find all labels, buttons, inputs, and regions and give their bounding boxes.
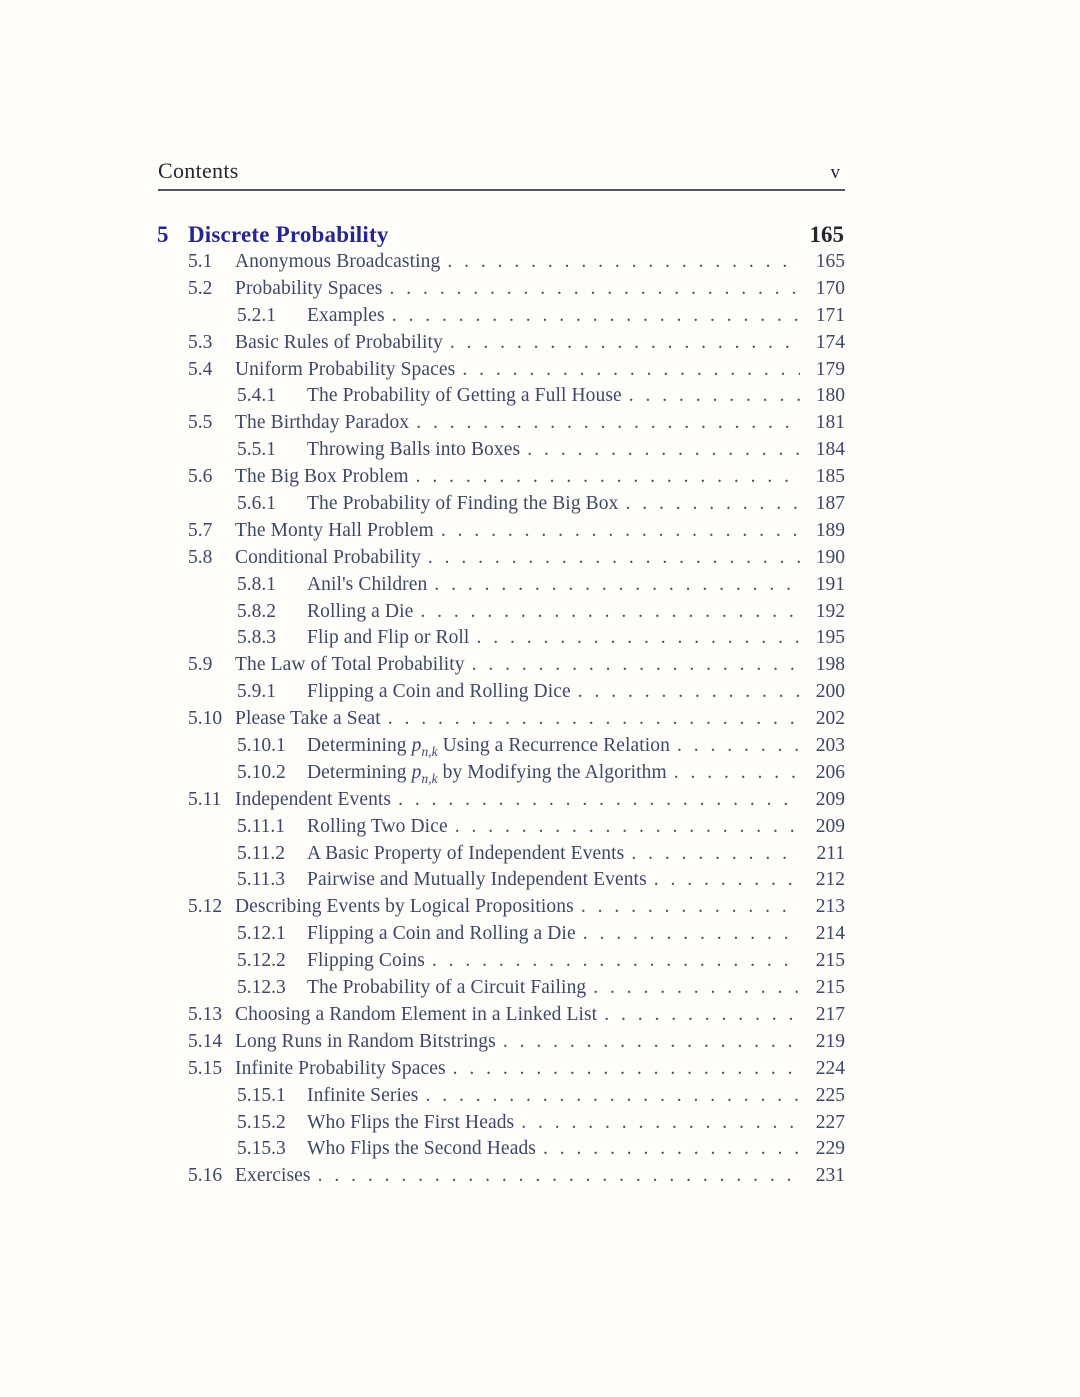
toc-entry-page-number: 165 bbox=[815, 251, 845, 272]
header-page-number: v bbox=[830, 162, 840, 183]
dot-leader bbox=[425, 1085, 800, 1107]
toc-entry bbox=[158, 251, 845, 278]
toc-entry-page-number: 195 bbox=[815, 627, 845, 649]
toc-entry bbox=[158, 439, 845, 466]
toc-entry-page-number: 212 bbox=[815, 869, 845, 891]
chapter-number: 5 bbox=[157, 222, 169, 247]
toc-entry-number: 5.5 bbox=[188, 412, 213, 434]
toc-entry bbox=[158, 789, 845, 816]
toc-entry-title: Flip and Flip or Roll bbox=[307, 627, 470, 649]
dot-leader bbox=[432, 950, 800, 972]
toc-entry-page-number: 181 bbox=[815, 412, 845, 434]
toc-entry bbox=[158, 1138, 845, 1165]
dot-leader bbox=[455, 816, 800, 838]
toc-entry bbox=[158, 896, 845, 923]
header-title: Contents bbox=[158, 158, 239, 183]
math-variable: $p_{n,k}$ bbox=[411, 735, 438, 759]
dot-leader bbox=[453, 1058, 800, 1080]
dot-leader bbox=[462, 359, 800, 381]
toc-entry bbox=[158, 977, 845, 1004]
dot-leader bbox=[434, 574, 800, 596]
toc-entry-title: Flipping a Coin and Rolling Dice bbox=[307, 681, 571, 703]
toc-entry-page-number: 187 bbox=[815, 493, 845, 515]
toc-entry bbox=[158, 627, 845, 654]
toc-entry-number: 5.12 bbox=[188, 896, 223, 918]
dot-leader bbox=[527, 439, 800, 461]
toc-entry bbox=[158, 1165, 845, 1192]
toc-entry-title: Determining $p_{n,k}$ Using a Recurrence Relation bbox=[307, 735, 671, 759]
toc-entry-page-number: 190 bbox=[815, 546, 845, 568]
toc-entry bbox=[158, 816, 845, 843]
toc-entry-number: 5.11 bbox=[188, 788, 222, 810]
toc-entry bbox=[158, 305, 845, 332]
toc-entry bbox=[158, 359, 845, 386]
toc-entry-title: Determining $p_{n,k}$ by Modifying the Algorithm bbox=[307, 761, 667, 786]
toc-entry-title: Rolling Two Dice bbox=[307, 815, 448, 837]
toc-entry-page-number: 231 bbox=[815, 1165, 845, 1187]
toc-entry bbox=[158, 681, 845, 708]
toc-entry bbox=[158, 843, 845, 870]
toc-entry-title: The Probability of Getting a Full House bbox=[307, 385, 622, 407]
toc-entry bbox=[158, 493, 845, 520]
toc-entry-page-number: 229 bbox=[815, 1138, 845, 1160]
toc-entry-number: 5.13 bbox=[188, 1003, 223, 1025]
toc-entry-title: The Birthday Paradox bbox=[235, 412, 410, 434]
dot-leader bbox=[476, 627, 800, 649]
toc-entry-number: 5.12.2 bbox=[237, 950, 286, 972]
dot-leader bbox=[416, 412, 800, 434]
dot-leader bbox=[472, 654, 800, 676]
toc-entry-number: 5.5.1 bbox=[237, 439, 276, 461]
dot-leader bbox=[674, 762, 800, 784]
toc-entry-page-number: 225 bbox=[815, 1084, 845, 1106]
dot-leader bbox=[420, 601, 800, 623]
toc-entry bbox=[158, 1004, 845, 1031]
toc-entry-page-number: 200 bbox=[815, 681, 845, 703]
toc-entry bbox=[158, 654, 845, 681]
toc-entry-page-number: 174 bbox=[815, 331, 845, 353]
toc-entry-title: Anil's Children bbox=[307, 573, 428, 595]
toc-entry-number: 5.12.3 bbox=[237, 977, 286, 999]
toc-entry-number: 5.15.3 bbox=[237, 1138, 286, 1160]
chapter-heading bbox=[157, 222, 844, 248]
dot-leader bbox=[450, 332, 800, 354]
toc-entry-page-number: 171 bbox=[815, 304, 845, 326]
toc-list bbox=[158, 251, 845, 1192]
toc-entry-page-number: 192 bbox=[815, 600, 845, 622]
toc-entry-page-number: 203 bbox=[815, 735, 845, 757]
dot-leader bbox=[583, 923, 800, 945]
toc-entry-title: Infinite Series bbox=[307, 1084, 419, 1106]
toc-entry-title: Choosing a Random Element in a Linked List bbox=[235, 1003, 598, 1025]
toc-entry-title: Throwing Balls into Boxes bbox=[307, 439, 521, 461]
header-rule bbox=[158, 189, 845, 191]
toc-entry bbox=[158, 574, 845, 601]
toc-entry-title: Pairwise and Mutually Independent Events bbox=[307, 869, 647, 891]
running-header bbox=[158, 158, 844, 184]
toc-entry-title: Independent Events bbox=[235, 788, 392, 810]
toc-entry-page-number: 198 bbox=[815, 654, 845, 676]
toc-entry-title: The Probability of Finding the Big Box bbox=[307, 493, 619, 515]
toc-entry-title: The Law of Total Probability bbox=[235, 654, 465, 676]
toc-entry-page-number: 209 bbox=[815, 788, 845, 810]
toc-entry bbox=[158, 762, 845, 789]
toc-entry-number: 5.9.1 bbox=[237, 681, 276, 703]
dot-leader bbox=[441, 520, 800, 542]
chapter-title: Discrete Probability bbox=[188, 222, 389, 247]
toc-entry bbox=[158, 869, 845, 896]
toc-entry-number: 5.2.1 bbox=[237, 304, 276, 326]
toc-entry bbox=[158, 412, 845, 439]
toc-entry-page-number: 224 bbox=[815, 1057, 845, 1079]
dot-leader bbox=[578, 681, 800, 703]
dot-leader bbox=[416, 466, 800, 488]
toc-entry-page-number: 184 bbox=[815, 439, 845, 461]
math-variable: $p_{n,k}$ bbox=[411, 761, 438, 786]
toc-entry-number: 5.15 bbox=[188, 1057, 223, 1079]
chapter-page-number: 165 bbox=[809, 222, 844, 247]
toc-entry-page-number: 170 bbox=[815, 277, 845, 299]
toc-entry bbox=[158, 466, 845, 493]
toc-entry-number: 5.1 bbox=[188, 251, 213, 272]
toc-entry-number: 5.10.1 bbox=[237, 735, 286, 757]
toc-entry bbox=[158, 1112, 845, 1139]
toc-entry-page-number: 185 bbox=[815, 466, 845, 488]
toc-entry-number: 5.8.3 bbox=[237, 627, 276, 649]
toc-entry bbox=[158, 708, 845, 735]
toc-entry bbox=[158, 1058, 845, 1085]
toc-entry-page-number: 189 bbox=[815, 519, 845, 541]
toc-entry-title: Flipping Coins bbox=[307, 950, 425, 972]
toc-entry bbox=[158, 950, 845, 977]
toc-entry-page-number: 179 bbox=[815, 358, 845, 380]
dot-leader bbox=[593, 977, 800, 999]
toc-entry-number: 5.15.1 bbox=[237, 1084, 286, 1106]
toc-entry-page-number: 202 bbox=[815, 708, 845, 730]
dot-leader bbox=[654, 869, 800, 891]
toc-entry-number: 5.8.2 bbox=[237, 600, 276, 622]
toc-entry-number: 5.16 bbox=[188, 1165, 223, 1187]
toc-entry-number: 5.10 bbox=[188, 708, 223, 730]
toc-entry-number: 5.7 bbox=[188, 519, 213, 541]
toc-entry-title: Please Take a Seat bbox=[235, 708, 381, 730]
toc-entry bbox=[158, 1085, 845, 1112]
toc-entry-number: 5.8.1 bbox=[237, 573, 276, 595]
toc-entry-number: 5.12.1 bbox=[237, 923, 286, 945]
toc-entry-number: 5.11.3 bbox=[237, 869, 286, 891]
dot-leader bbox=[503, 1031, 800, 1053]
toc-entry-page-number: 227 bbox=[815, 1111, 845, 1133]
toc-entry bbox=[158, 547, 845, 574]
dot-leader bbox=[604, 1004, 800, 1026]
toc-entry-page-number: 209 bbox=[815, 815, 845, 837]
dot-leader bbox=[677, 735, 800, 757]
dot-leader bbox=[428, 547, 800, 569]
toc-entry-title: The Probability of a Circuit Failing bbox=[307, 977, 587, 999]
dot-leader bbox=[390, 278, 801, 300]
toc-entry-page-number: 206 bbox=[815, 761, 845, 783]
toc-entry-title: Flipping a Coin and Rolling a Die bbox=[307, 923, 576, 945]
dot-leader bbox=[388, 708, 800, 730]
dot-leader bbox=[581, 896, 800, 918]
toc-entry-title: Exercises bbox=[235, 1165, 311, 1187]
toc-entry-page-number: 217 bbox=[815, 1003, 845, 1025]
toc-entry-number: 5.10.2 bbox=[237, 761, 286, 783]
dot-leader bbox=[447, 251, 800, 273]
toc-entry-number: 5.8 bbox=[188, 546, 213, 568]
toc-entry-page-number: 215 bbox=[815, 977, 845, 999]
toc-entry-title: Basic Rules of Probability bbox=[235, 331, 443, 353]
toc-entry-number: 5.2 bbox=[188, 277, 213, 299]
dot-leader bbox=[398, 789, 800, 811]
toc-entry-number: 5.3 bbox=[188, 331, 213, 353]
toc-entry-title: The Monty Hall Problem bbox=[235, 519, 434, 541]
toc-entry-page-number: 214 bbox=[815, 923, 845, 945]
toc-entry-page-number: 180 bbox=[815, 385, 845, 407]
toc-entry bbox=[158, 385, 845, 412]
toc-entry-title: Examples bbox=[307, 304, 385, 326]
dot-leader bbox=[318, 1165, 800, 1187]
toc-entry bbox=[158, 278, 845, 305]
toc-entry-page-number: 211 bbox=[816, 842, 845, 864]
toc-entry-title: Rolling a Die bbox=[307, 600, 414, 622]
toc-entry-title: A Basic Property of Independent Events bbox=[307, 842, 625, 864]
toc-entry-title: Uniform Probability Spaces bbox=[235, 358, 456, 380]
toc-entry bbox=[158, 735, 845, 762]
toc-entry-title: Anonymous Broadcasting bbox=[235, 251, 441, 272]
toc-entry-title: Conditional Probability bbox=[235, 546, 421, 568]
toc-entry-number: 5.15.2 bbox=[237, 1111, 286, 1133]
toc-entry-page-number: 191 bbox=[815, 573, 845, 595]
dot-leader bbox=[631, 843, 800, 865]
dot-leader bbox=[625, 493, 800, 515]
toc-entry-page-number: 213 bbox=[815, 896, 845, 918]
toc-entry-number: 5.6.1 bbox=[237, 493, 276, 515]
toc-entry-title: Infinite Probability Spaces bbox=[235, 1057, 446, 1079]
toc-entry bbox=[158, 1031, 845, 1058]
dot-leader bbox=[521, 1112, 800, 1134]
toc-entry-title: Describing Events by Logical Propositions bbox=[235, 896, 574, 918]
toc-entry-page-number: 219 bbox=[815, 1030, 845, 1052]
toc-entry-number: 5.4.1 bbox=[237, 385, 276, 407]
toc-entry-number: 5.9 bbox=[188, 654, 213, 676]
toc-entry-title: Long Runs in Random Bitstrings bbox=[235, 1030, 496, 1052]
toc-entry-number: 5.11.1 bbox=[237, 815, 286, 837]
toc-entry-page-number: 215 bbox=[815, 950, 845, 972]
toc-entry-number: 5.4 bbox=[188, 358, 213, 380]
toc-entry-title: The Big Box Problem bbox=[235, 466, 409, 488]
dot-leader bbox=[392, 305, 800, 327]
toc-entry-number: 5.6 bbox=[188, 466, 213, 488]
toc-entry-title: Who Flips the Second Heads bbox=[307, 1138, 536, 1160]
toc-entry-number: 5.11.2 bbox=[237, 842, 286, 864]
toc-entry bbox=[158, 332, 845, 359]
dot-leader bbox=[543, 1138, 800, 1160]
toc-entry bbox=[158, 520, 845, 547]
toc-entry-title: Who Flips the First Heads bbox=[307, 1111, 515, 1133]
toc-entry-number: 5.14 bbox=[188, 1030, 223, 1052]
toc-entry bbox=[158, 601, 845, 628]
toc-entry bbox=[158, 923, 845, 950]
toc-entry-title: Probability Spaces bbox=[235, 277, 383, 299]
dot-leader bbox=[629, 385, 800, 407]
